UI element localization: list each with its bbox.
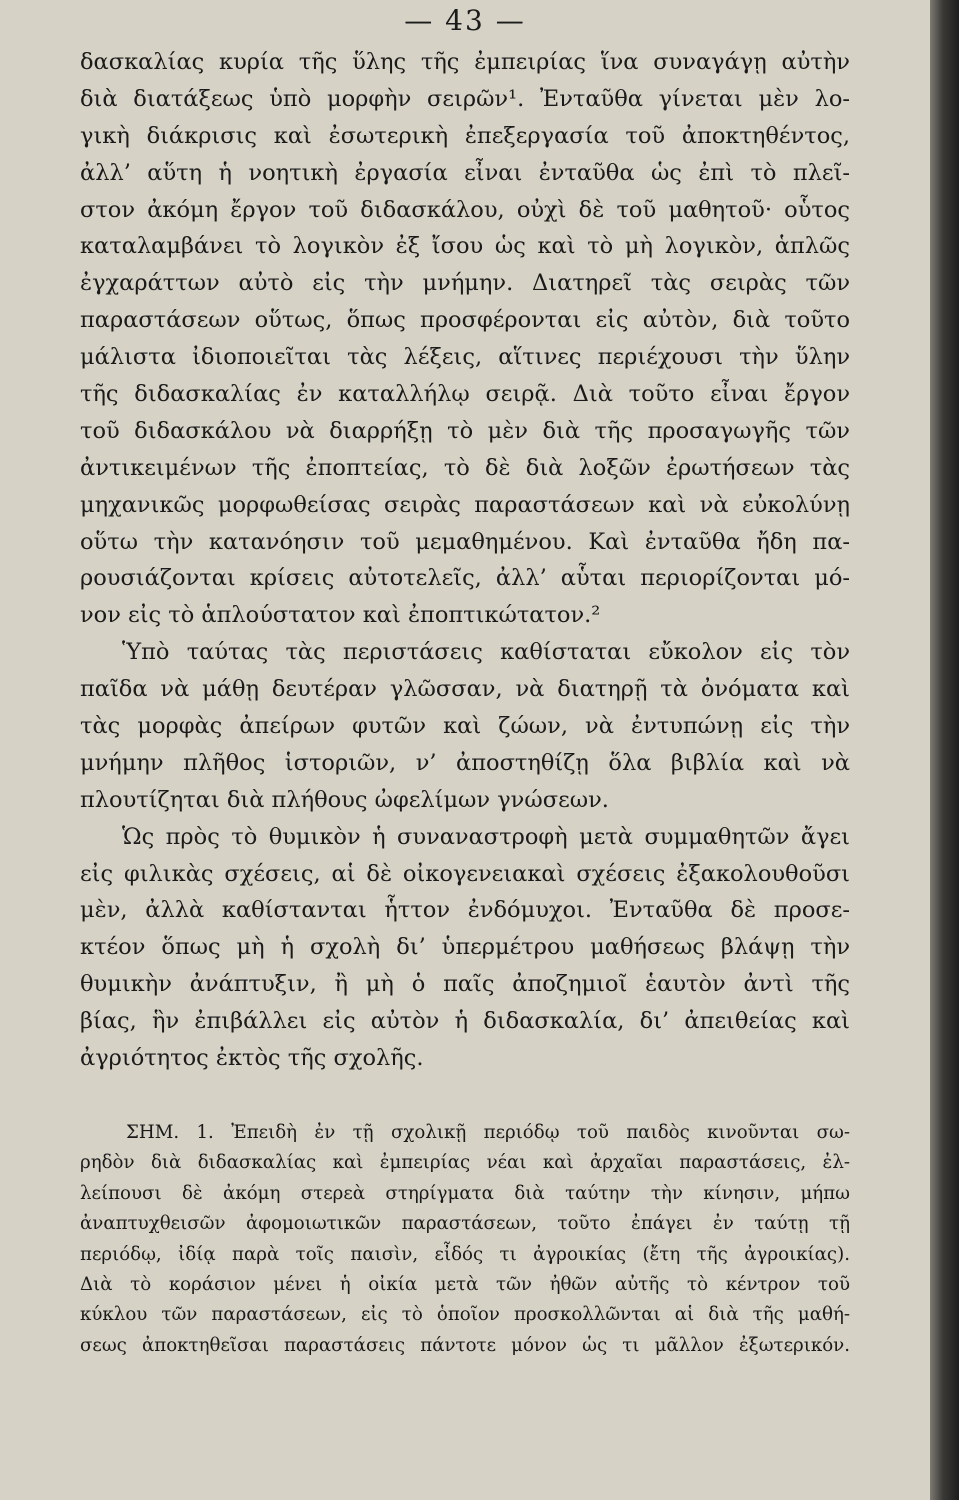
text-line: διὰ διατάξεως ὑπὸ μορφὴν σειρῶν¹. Ἐνταῦθα γίνεται μὲν λο-: [80, 85, 850, 112]
text-line: ρουσιάζονται κρίσεις αὐτοτελεῖς, ἀλλ’ αὗται περιορίζονται μό-: [80, 565, 850, 592]
footnote-line: ρηδὸν διὰ διδασκαλίας καὶ ἐμπειρίας νέαι καὶ ἀρχαῖαι παραστάσεις, ἐλ-: [80, 1152, 850, 1174]
text-line: κτέον ὅπως μὴ ἡ σχολὴ δι’ ὑπερμέτρου μαθήσεως βλάψῃ τὴν: [80, 934, 850, 961]
footnote-line: κύκλου τῶν παραστάσεων, εἰς τὸ ὁποῖον προσκολλῶνται αἱ διὰ τῆς μαθή-: [80, 1304, 850, 1326]
text-line: παῖδα νὰ μάθῃ δευτέραν γλῶσσαν, νὰ διατηρῇ τὰ ὀνόματα καὶ: [80, 676, 850, 703]
footnote: [80, 1118, 850, 1361]
text-line: γικὴ διάκρισις καὶ ἐσωτερικὴ ἐπεξεργασία τοῦ ἀποκτηθέντος,: [80, 122, 850, 149]
footnote-line: περιόδῳ, ἰδίᾳ παρὰ τοῖς παισὶν, εἶδός τι ἀγροικίας (ἔτη τῆς ἀγροικίας).: [80, 1243, 850, 1265]
footnote-line: λείπουσι δὲ ἀκόμη στερεὰ στηρίγματα διὰ ταύτην τὴν κίνησιν, μήπω: [80, 1182, 850, 1204]
main-text: [80, 44, 850, 1077]
text-line: θυμικὴν ἀνάπτυξιν, ἢ μὴ ὁ παῖς ἀποζημιοῖ ἑαυτὸν ἀντὶ τῆς: [80, 971, 850, 998]
text-line: παραστάσεων οὕτως, ὅπως προσφέρονται εἰς αὐτὸν, διὰ τοῦτο: [80, 307, 850, 334]
text-line: βίας, ἣν ἐπιβάλλει εἰς αὐτὸν ἡ διδασκαλία, δι’ ἀπειθείας καὶ: [80, 1008, 850, 1035]
page-number: — 43 —: [404, 4, 526, 37]
text-line: οὕτω τὴν κατανόησιν τοῦ μεμαθημένου. Καὶ ἐνταῦθα ἤδη πα-: [80, 528, 850, 555]
text-line: δασκαλίας κυρία τῆς ὕλης τῆς ἐμπειρίας ἵνα συναγάγῃ αὐτὴν: [80, 49, 850, 75]
footnote-line: σεως ἀποκτηθεῖσαι παραστάσεις πάντοτε μόνον ὡς τι μᾶλλον ἐξωτερικόν.: [80, 1334, 850, 1356]
text-line: ἀντικειμένων τῆς ἐποπτείας, τὸ δὲ διὰ λοξῶν ἐρωτήσεων τὰς: [80, 454, 850, 481]
paragraph-start-line: Ὑπὸ ταύτας τὰς περιστάσεις καθίσταται εὔκολον εἰς τὸν: [122, 639, 850, 666]
text-line: τῆς διδασκαλίας ἐν καταλλήλῳ σειρᾷ. Διὰ τοῦτο εἶναι ἔργον: [80, 381, 850, 408]
footnote-line: ἀναπτυχθεισῶν ἀφομοιωτικῶν παραστάσεων, τοῦτο ἐπάγει ἐν ταύτῃ τῇ: [80, 1213, 850, 1235]
footnote-line: ΣΗΜ. 1. Ἐπειδὴ ἐν τῇ σχολικῇ περιόδῳ τοῦ παιδὸς κινοῦνται σω-: [126, 1122, 850, 1143]
page-edge-shadow: [930, 0, 959, 1500]
text-line: ἀγριότητος ἐκτὸς τῆς σχολῆς.: [80, 1045, 424, 1072]
text-line: στον ἀκόμη ἔργον τοῦ διδασκάλου, οὐχὶ δὲ τοῦ μαθητοῦ· οὗτος: [80, 196, 850, 223]
text-line: μὲν, ἀλλὰ καθίστανται ἧττον ἐνδόμυχοι. Ἐνταῦθα δὲ προσε-: [80, 897, 850, 924]
text-line: πλουτίζηται διὰ πλήθους ὠφελίμων γνώσεων.: [80, 786, 609, 813]
text-line: μνήμην πλῆθος ἱστοριῶν, ν’ ἀποστηθίζῃ ὅλα βιβλία καὶ νὰ: [80, 749, 850, 776]
text-line: ἀλλ’ αὕτη ἡ νοητικὴ ἐργασία εἶναι ἐνταῦθα ὡς ἐπὶ τὸ πλεῖ-: [80, 159, 850, 186]
text-line: νον εἰς τὸ ἁπλούστατον καὶ ἐποπτικώτατον.²: [80, 602, 601, 629]
text-line: μάλιστα ἰδιοποιεῖται τὰς λέξεις, αἵτινες περιέχουσι τὴν ὕλην: [80, 344, 850, 371]
text-line: τὰς μορφὰς ἀπείρων φυτῶν καὶ ζώων, νὰ ἐντυπώνῃ εἰς τὴν: [80, 713, 850, 740]
paragraph-start-line: Ὡς πρὸς τὸ θυμικὸν ἡ συναναστροφὴ μετὰ συμμαθητῶν ἄγει: [122, 823, 850, 850]
text-line: τοῦ διδασκάλου νὰ διαρρήξῃ τὸ μὲν διὰ τῆς προσαγωγῆς τῶν: [80, 417, 850, 444]
footnote-line: Διὰ τὸ κοράσιον μένει ἡ οἰκία μετὰ τῶν ἠθῶν αὐτῆς τὸ κέντρον τοῦ: [80, 1273, 850, 1295]
text-line: εἰς φιλικὰς σχέσεις, αἱ δὲ οἰκογενειακαὶ σχέσεις ἐξακολουθοῦσι: [80, 860, 850, 887]
text-line: καταλαμβάνει τὸ λογικὸν ἐξ ἴσου ὡς καὶ τὸ μὴ λογικὸν, ἁπλῶς: [80, 233, 850, 260]
text-line: ἐγχαράττων αὐτὸ εἰς τὴν μνήμην. Διατηρεῖ τὰς σειρὰς τῶν: [80, 270, 850, 297]
text-line: μηχανικῶς μορφωθείσας σειρὰς παραστάσεων καὶ νὰ εὐκολύνῃ: [80, 491, 850, 518]
